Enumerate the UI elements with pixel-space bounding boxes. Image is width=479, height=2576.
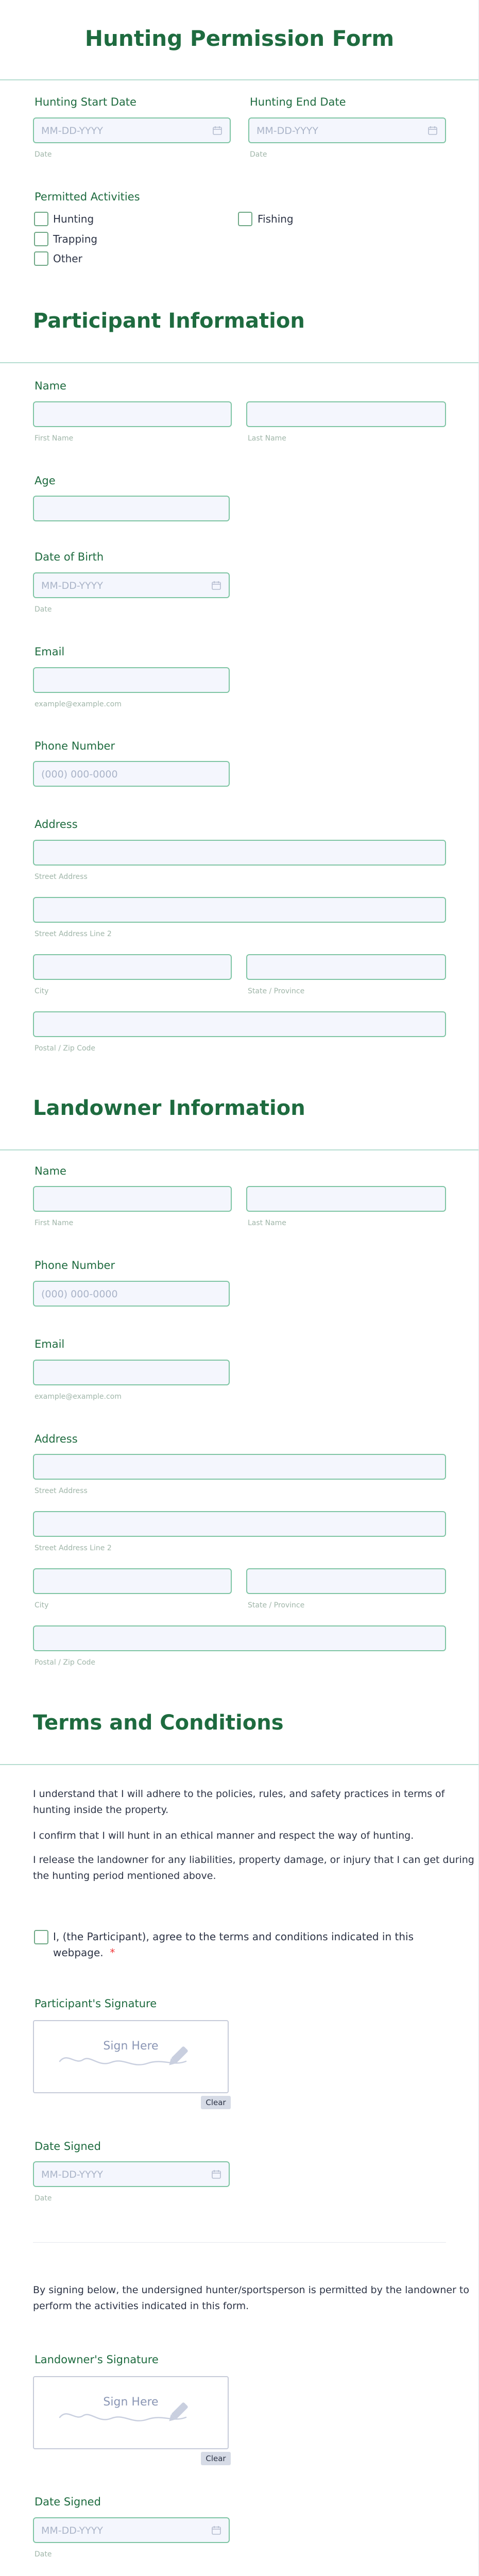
landowner-email-label: Email xyxy=(35,1338,65,1350)
landowner-signature-label: Landowner's Signature xyxy=(35,2353,159,2366)
landowner-date-placeholder: MM-DD-YYYY xyxy=(41,2525,103,2536)
street2-sublabel: Street Address Line 2 xyxy=(35,1544,112,1552)
participant-date-sublabel: Date xyxy=(35,2194,52,2202)
terms-paragraph-3 xyxy=(33,1852,474,1884)
dob-input[interactable] xyxy=(33,572,230,598)
divider xyxy=(0,1764,479,1765)
participant-phone-label: Phone Number xyxy=(35,740,115,752)
participant-phone-input[interactable] xyxy=(33,761,230,787)
landowner-heading: Landowner Information xyxy=(33,1096,305,1120)
landowner-phone-label: Phone Number xyxy=(35,1259,115,1272)
calendar-icon[interactable] xyxy=(211,580,221,590)
first-name-sublabel: First Name xyxy=(35,1219,74,1227)
landowner-date-signed-input[interactable] xyxy=(33,2517,230,2543)
street-sublabel: Street Address xyxy=(35,873,88,881)
landowner-postal-input[interactable] xyxy=(33,1625,446,1651)
activities-label: Permitted Activities xyxy=(35,191,140,203)
participant-phone-placeholder: (000) 000-0000 xyxy=(41,769,118,780)
participant-street2-input[interactable] xyxy=(33,897,446,923)
dob-placeholder: MM-DD-YYYY xyxy=(41,580,103,591)
postal-sublabel: Postal / Zip Code xyxy=(35,1044,96,1053)
participant-state-input[interactable] xyxy=(246,954,446,980)
landowner-clear-button[interactable]: Clear xyxy=(201,2452,231,2465)
participant-address-label: Address xyxy=(35,818,78,831)
dob-sublabel: Date xyxy=(35,605,52,614)
calendar-icon[interactable] xyxy=(211,2525,221,2535)
terms-paragraph-1 xyxy=(33,1786,444,1818)
street-sublabel: Street Address xyxy=(35,1487,88,1495)
calendar-icon[interactable] xyxy=(212,125,223,135)
landowner-statement xyxy=(33,2282,469,2314)
landowner-name-label: Name xyxy=(35,1165,66,1177)
sign-here-text: Sign Here xyxy=(103,2396,159,2409)
end-date-placeholder: MM-DD-YYYY xyxy=(256,125,318,137)
terms-p3-line2: the hunting period mentioned above. xyxy=(33,1870,216,1882)
agree-checkbox[interactable] xyxy=(34,1930,48,1944)
street2-sublabel: Street Address Line 2 xyxy=(35,930,112,938)
divider xyxy=(33,2242,446,2243)
landowner-email-input[interactable] xyxy=(33,1360,230,1385)
terms-p1-line1: I understand that I will adhere to the policies, rules, and safety practices in terms of xyxy=(33,1788,445,1800)
participant-signature-pad[interactable] xyxy=(33,2020,229,2093)
terms-p1-line2: hunting inside the property. xyxy=(33,1804,169,1816)
signature-scribble-icon xyxy=(55,2393,209,2434)
divider xyxy=(0,362,479,363)
other-option-label[interactable]: Other xyxy=(53,252,82,265)
participant-email-input[interactable] xyxy=(33,667,230,693)
participant-last-name-input[interactable] xyxy=(246,401,446,427)
participant-clear-button[interactable]: Clear xyxy=(201,2096,231,2109)
calendar-icon[interactable] xyxy=(211,2169,221,2179)
participant-name-label: Name xyxy=(35,380,66,392)
agree-line2: webpage. xyxy=(53,1946,104,1959)
landowner-address-label: Address xyxy=(35,1433,78,1445)
landowner-date-sublabel: Date xyxy=(35,2550,52,2558)
last-name-sublabel: Last Name xyxy=(248,1219,286,1227)
hunting-checkbox[interactable] xyxy=(34,212,48,226)
participant-city-input[interactable] xyxy=(33,954,232,980)
agree-line1: I, (the Participant), agree to the terms and conditions indicated in this xyxy=(53,1930,414,1943)
terms-paragraph-2: I confirm that I will hunt in an ethical manner and respect the way of hunting. xyxy=(33,1830,414,1841)
participant-date-signed-label: Date Signed xyxy=(35,2140,101,2153)
participant-postal-input[interactable] xyxy=(33,1011,446,1037)
divider xyxy=(0,1149,479,1150)
end-date-label: Hunting End Date xyxy=(250,96,346,108)
participant-first-name-input[interactable] xyxy=(33,401,232,427)
age-input[interactable] xyxy=(33,496,230,521)
postal-sublabel: Postal / Zip Code xyxy=(35,1658,96,1667)
first-name-sublabel: First Name xyxy=(35,434,74,443)
sign-here-text: Sign Here xyxy=(103,2040,159,2053)
participant-signature-label: Participant's Signature xyxy=(35,1997,157,2010)
landowner-phone-input[interactable] xyxy=(33,1281,230,1307)
landowner-street-input[interactable] xyxy=(33,1454,446,1480)
hunting-option-label[interactable]: Hunting xyxy=(53,213,94,225)
state-sublabel: State / Province xyxy=(248,1601,305,1609)
trapping-option-label[interactable]: Trapping xyxy=(53,233,98,245)
landowner-date-signed-label: Date Signed xyxy=(35,2496,101,2508)
landowner-state-input[interactable] xyxy=(246,1568,446,1594)
landowner-street2-input[interactable] xyxy=(33,1511,446,1537)
form-title: Hunting Permission Form xyxy=(84,26,395,51)
landowner-last-name-input[interactable] xyxy=(246,1186,446,1212)
landowner-first-name-input[interactable] xyxy=(33,1186,232,1212)
last-name-sublabel: Last Name xyxy=(248,434,286,443)
city-sublabel: City xyxy=(35,1601,49,1609)
participant-email-label: Email xyxy=(35,646,65,658)
start-date-placeholder: MM-DD-YYYY xyxy=(41,125,103,137)
landowner-phone-placeholder: (000) 000-0000 xyxy=(41,1289,118,1300)
landowner-signature-pad[interactable] xyxy=(33,2376,229,2449)
divider xyxy=(0,79,479,80)
landowner-city-input[interactable] xyxy=(33,1568,232,1594)
fishing-option-label[interactable]: Fishing xyxy=(258,213,294,225)
signature-scribble-icon xyxy=(55,2037,209,2078)
start-date-input[interactable] xyxy=(33,117,231,143)
start-date-label: Hunting Start Date xyxy=(35,96,136,108)
start-date-sublabel: Date xyxy=(35,150,52,159)
participant-email-sublabel: example@example.com xyxy=(35,700,122,708)
dob-label: Date of Birth xyxy=(35,551,104,563)
participant-date-signed-input[interactable] xyxy=(33,2161,230,2187)
participant-date-placeholder: MM-DD-YYYY xyxy=(41,2169,103,2180)
required-mark: * xyxy=(110,1946,115,1959)
age-label: Age xyxy=(35,474,56,487)
agree-label[interactable] xyxy=(53,1929,414,1961)
terms-p3-line1: I release the landowner for any liabilities, property damage, or injury that I can get during xyxy=(33,1854,474,1866)
city-sublabel: City xyxy=(35,987,49,995)
fishing-checkbox[interactable] xyxy=(238,212,252,226)
landowner-statement-line1: By signing below, the undersigned hunter/sportsperson is permitted by the landowner to xyxy=(33,2284,469,2296)
end-date-sublabel: Date xyxy=(250,150,267,159)
landowner-email-sublabel: example@example.com xyxy=(35,1393,122,1401)
calendar-icon[interactable] xyxy=(427,125,438,135)
trapping-checkbox[interactable] xyxy=(34,232,48,246)
other-checkbox[interactable] xyxy=(34,251,48,266)
landowner-statement-line2: perform the activities indicated in this form. xyxy=(33,2300,249,2312)
state-sublabel: State / Province xyxy=(248,987,305,995)
terms-heading: Terms and Conditions xyxy=(33,1711,284,1735)
participant-heading: Participant Information xyxy=(33,309,305,333)
end-date-input[interactable] xyxy=(248,117,446,143)
participant-street-input[interactable] xyxy=(33,840,446,866)
